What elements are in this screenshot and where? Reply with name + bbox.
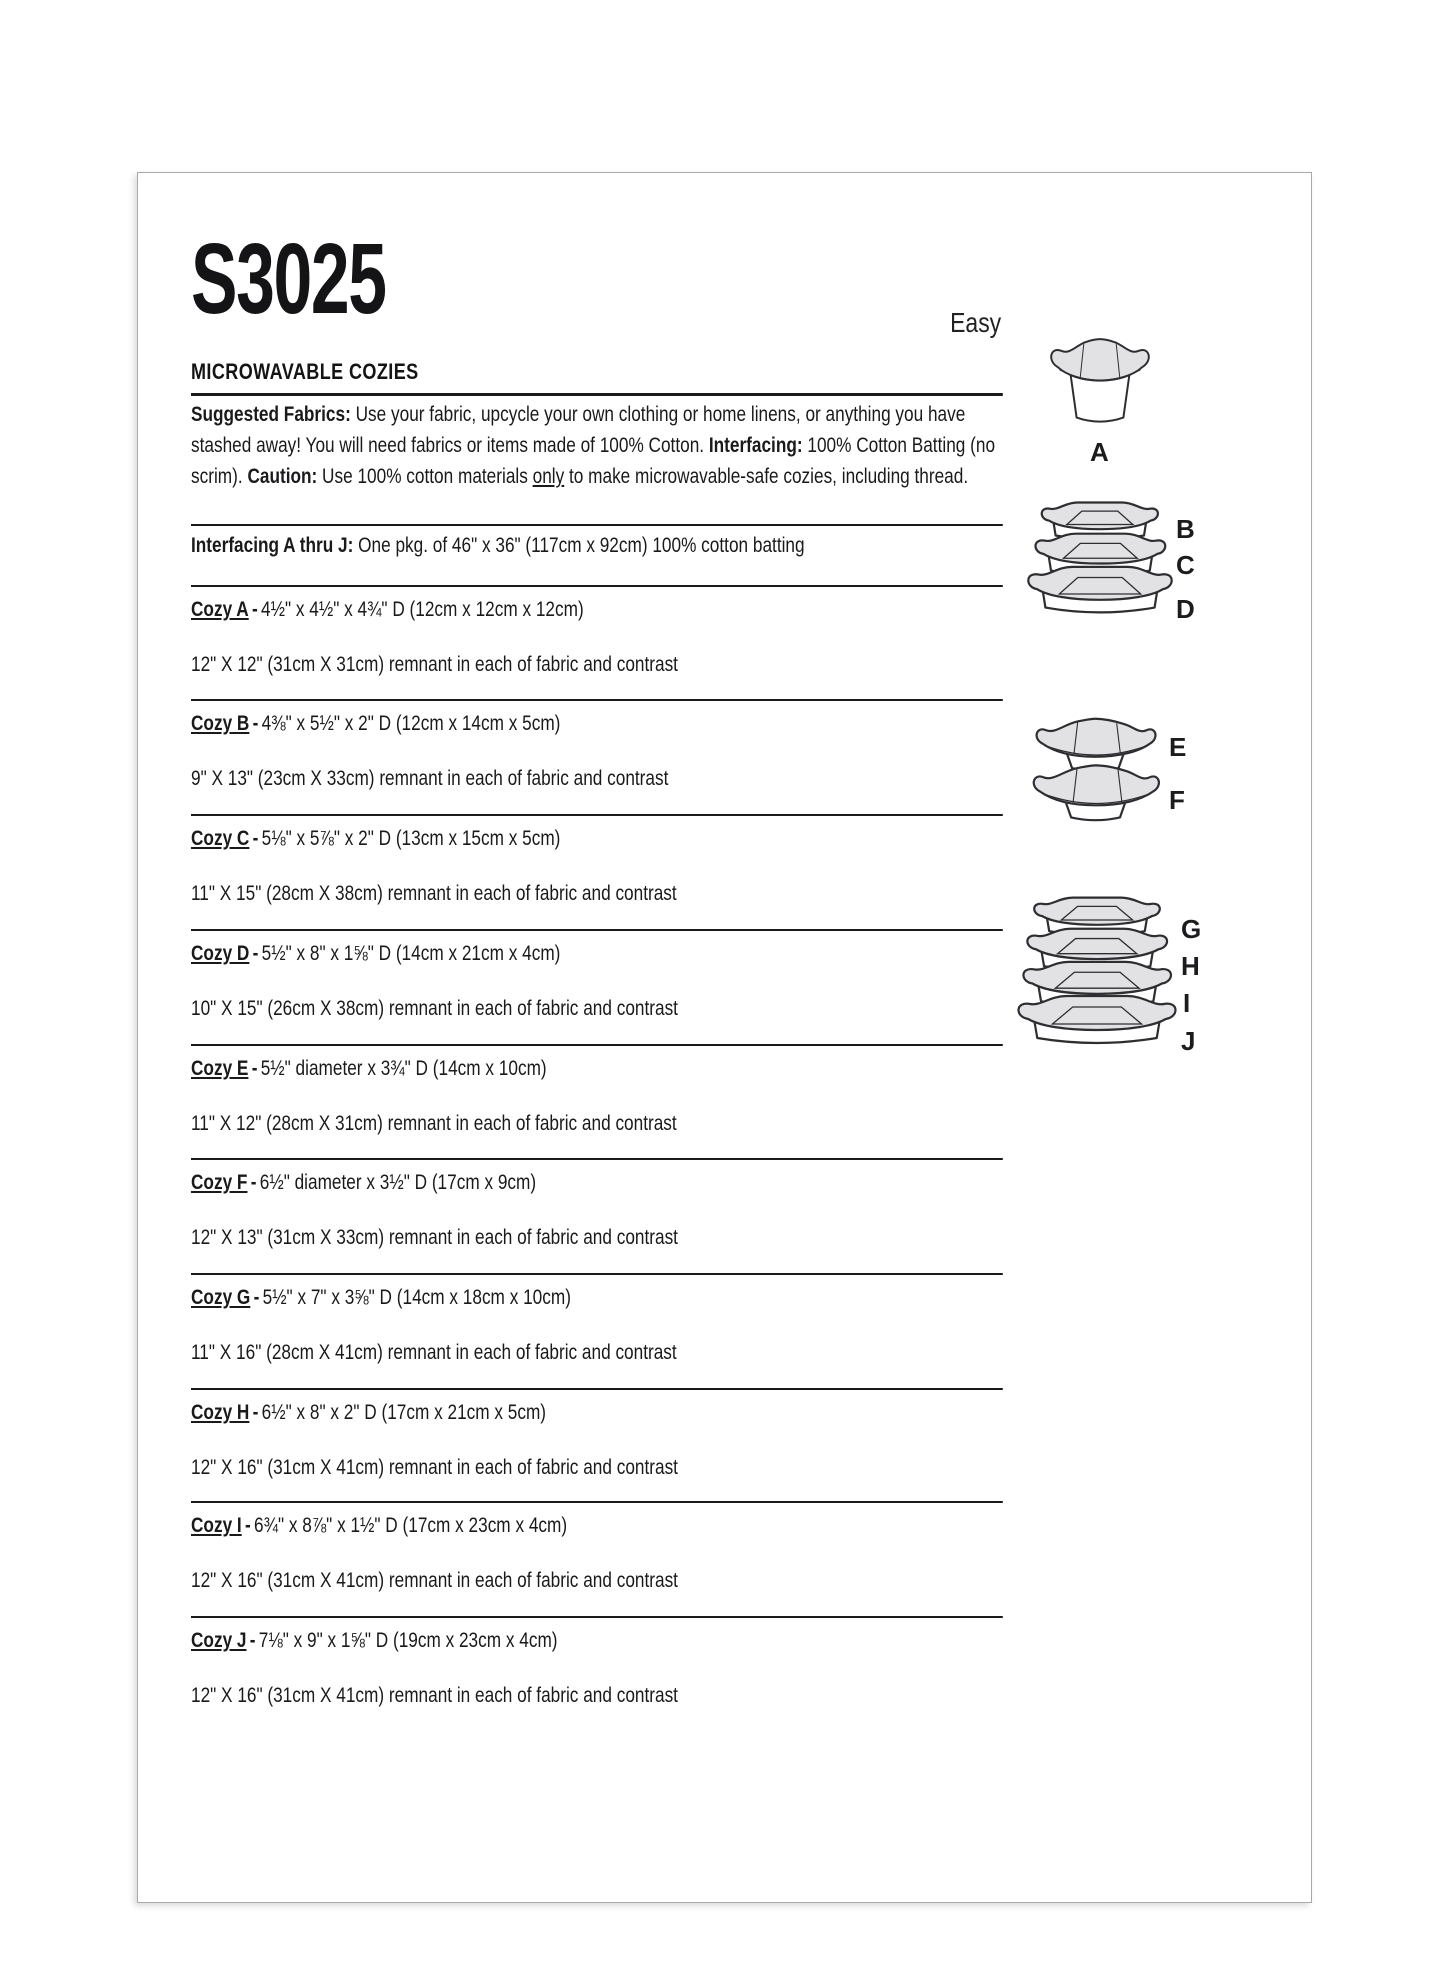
interfacing-a-thru-j-label: Interfacing A thru J: <box>191 534 354 557</box>
cozy-name: Cozy E <box>191 1057 249 1080</box>
suggested-fabrics-paragraph <box>191 399 1003 492</box>
pattern-number: S3025 <box>191 223 386 335</box>
cozy-heading <box>191 1169 1003 1197</box>
fabric-text-4: to make microwavable-safe cozies, including thread. <box>564 465 969 488</box>
cozy-name: Cozy G <box>191 1286 251 1309</box>
figure-label-a: A <box>1090 437 1109 467</box>
fabric-text-2: 100% Cotton Batting (no scrim). <box>191 434 996 488</box>
figure-label-h: H <box>1181 951 1200 981</box>
interfacing-text: One pkg. of 46" x 36" (117cm x 92cm) 100% cotton batting <box>353 534 805 557</box>
cozy-section-e <box>191 1044 1003 1138</box>
cozy-heading <box>191 940 1003 968</box>
cozy-name: Cozy B <box>191 712 250 735</box>
cozy-name: Cozy D <box>191 942 250 965</box>
cozy-dims: 4⅜" x 5½" x 2" D (12cm x 14cm x 5cm) <box>261 712 561 735</box>
figure-label-f: F <box>1169 785 1185 815</box>
fabric-text-1: Use your fabric, upcycle your own clothing or home linens, or anything you have stashed away! You will need fabrics or items made of 100% Cotton. <box>191 403 966 457</box>
figure-label-c: C <box>1176 550 1195 580</box>
cozy-dims: 5½" x 7" x 3⅝" D (14cm x 18cm x 10cm) <box>262 1286 571 1309</box>
cozy-heading <box>191 1055 1003 1083</box>
text-column <box>191 173 1003 1873</box>
cozy-remnant: 12" X 16" (31cm X 41cm) remnant in each of fabric and contrast <box>191 1569 678 1592</box>
cozy-dims: 6½" diameter x 3½" D (17cm x 9cm) <box>259 1171 537 1194</box>
only-underlined: only <box>532 465 565 488</box>
dash: - <box>250 1171 257 1194</box>
cozy-dims: 6¾" x 8⅞" x 1½" D (17cm x 23cm x 4cm) <box>254 1514 568 1537</box>
figure-label-e: E <box>1169 732 1187 762</box>
cozy-remnant: 9" X 13" (23cm X 33cm) remnant in each of fabric and contrast <box>191 767 669 790</box>
cozy-section-h <box>191 1388 1003 1482</box>
cozy-section-d <box>191 929 1003 1023</box>
cozy-remnant: 11" X 12" (28cm X 31cm) remnant in each of fabric and contrast <box>191 1112 677 1135</box>
cozy-dims: 5½" diameter x 3¾" D (14cm x 10cm) <box>260 1057 547 1080</box>
cozy-heading <box>191 825 1003 853</box>
cozy-section-c <box>191 814 1003 908</box>
cozy-remnant: 12" X 16" (31cm X 41cm) remnant in each of fabric and contrast <box>191 1456 678 1479</box>
cozy-heading <box>191 1512 1003 1540</box>
figure-label-i: I <box>1183 988 1191 1018</box>
cozy-remnant: 11" X 16" (28cm X 41cm) remnant in each of fabric and contrast <box>191 1341 677 1364</box>
figure-label-d: D <box>1176 594 1195 624</box>
cozy-name: Cozy A <box>191 598 249 621</box>
heading-divider <box>191 393 1003 396</box>
cozy-section-b <box>191 699 1003 793</box>
suggested-fabrics-label: Suggested Fabrics: <box>191 403 351 426</box>
dash: - <box>252 827 259 850</box>
dash: - <box>244 1514 251 1537</box>
figure-label-b: B <box>1176 514 1195 544</box>
cozy-remnant: 11" X 15" (28cm X 38cm) remnant in each of fabric and contrast <box>191 882 677 905</box>
cozy-heading <box>191 1627 1003 1655</box>
cozy-name: Cozy C <box>191 827 250 850</box>
paragraph-divider <box>191 524 1003 526</box>
figure-label-g: G <box>1181 914 1202 944</box>
cozy-name: Cozy F <box>191 1171 248 1194</box>
dash: - <box>252 942 259 965</box>
dash: - <box>252 598 258 621</box>
cozy-dims: 4½" x 4½" x 4¾" D (12cm x 12cm x 12cm) <box>261 598 584 621</box>
pattern-page <box>137 172 1312 1903</box>
cozy-section-g <box>191 1273 1003 1367</box>
cozy-dims: 7⅛" x 9" x 1⅝" D (19cm x 23cm x 4cm) <box>258 1629 558 1652</box>
cozy-section-j <box>191 1616 1003 1710</box>
cozy-section-f <box>191 1158 1003 1252</box>
cozy-name: Cozy H <box>191 1401 250 1424</box>
cozy-section-i <box>191 1501 1003 1595</box>
dash: - <box>252 712 259 735</box>
cozy-dims: 5½" x 8" x 1⅝" D (14cm x 21cm x 4cm) <box>261 942 561 965</box>
cozy-remnant: 10" X 15" (26cm X 38cm) remnant in each of fabric and contrast <box>191 997 678 1020</box>
page-heading: MICROWAVABLE COZIES <box>191 359 419 384</box>
difficulty-label: Easy <box>950 307 1002 338</box>
cozy-heading <box>191 596 1003 624</box>
casserole-cozy-stack-ghij <box>1016 894 1178 1052</box>
casserole-cozy-stack-bcd <box>1026 499 1174 625</box>
dash: - <box>253 1286 260 1309</box>
dash: - <box>249 1629 256 1652</box>
cozy-remnant: 12" X 16" (31cm X 41cm) remnant in each of fabric and contrast <box>191 1684 678 1707</box>
cozy-remnant: 12" X 13" (31cm X 33cm) remnant in each of fabric and contrast <box>191 1226 678 1249</box>
cozy-dims: 5⅛" x 5⅞" x 2" D (13cm x 15cm x 5cm) <box>261 827 561 850</box>
cozy-remnant: 12" X 12" (31cm X 31cm) remnant in each of fabric and contrast <box>191 653 678 676</box>
interfacing-label: Interfacing: <box>708 434 803 457</box>
interfacing-note <box>191 531 1003 560</box>
caution-label: Caution: <box>247 465 318 488</box>
dash: - <box>251 1057 258 1080</box>
mug-cozy-figure-a <box>1046 331 1154 432</box>
cozy-name: Cozy I <box>191 1514 242 1537</box>
bowl-cozy-stack-ef <box>1032 717 1164 823</box>
figure-label-j: J <box>1181 1026 1196 1056</box>
dash: - <box>252 1401 259 1424</box>
cozy-heading <box>191 1399 1003 1427</box>
cozy-heading <box>191 710 1003 738</box>
cozy-name: Cozy J <box>191 1629 247 1652</box>
cozy-section-a <box>191 585 1003 679</box>
cozy-heading <box>191 1284 1003 1312</box>
cozy-dims: 6½" x 8" x 2" D (17cm x 21cm x 5cm) <box>261 1401 547 1424</box>
fabric-text-3: Use 100% cotton materials <box>317 465 533 488</box>
